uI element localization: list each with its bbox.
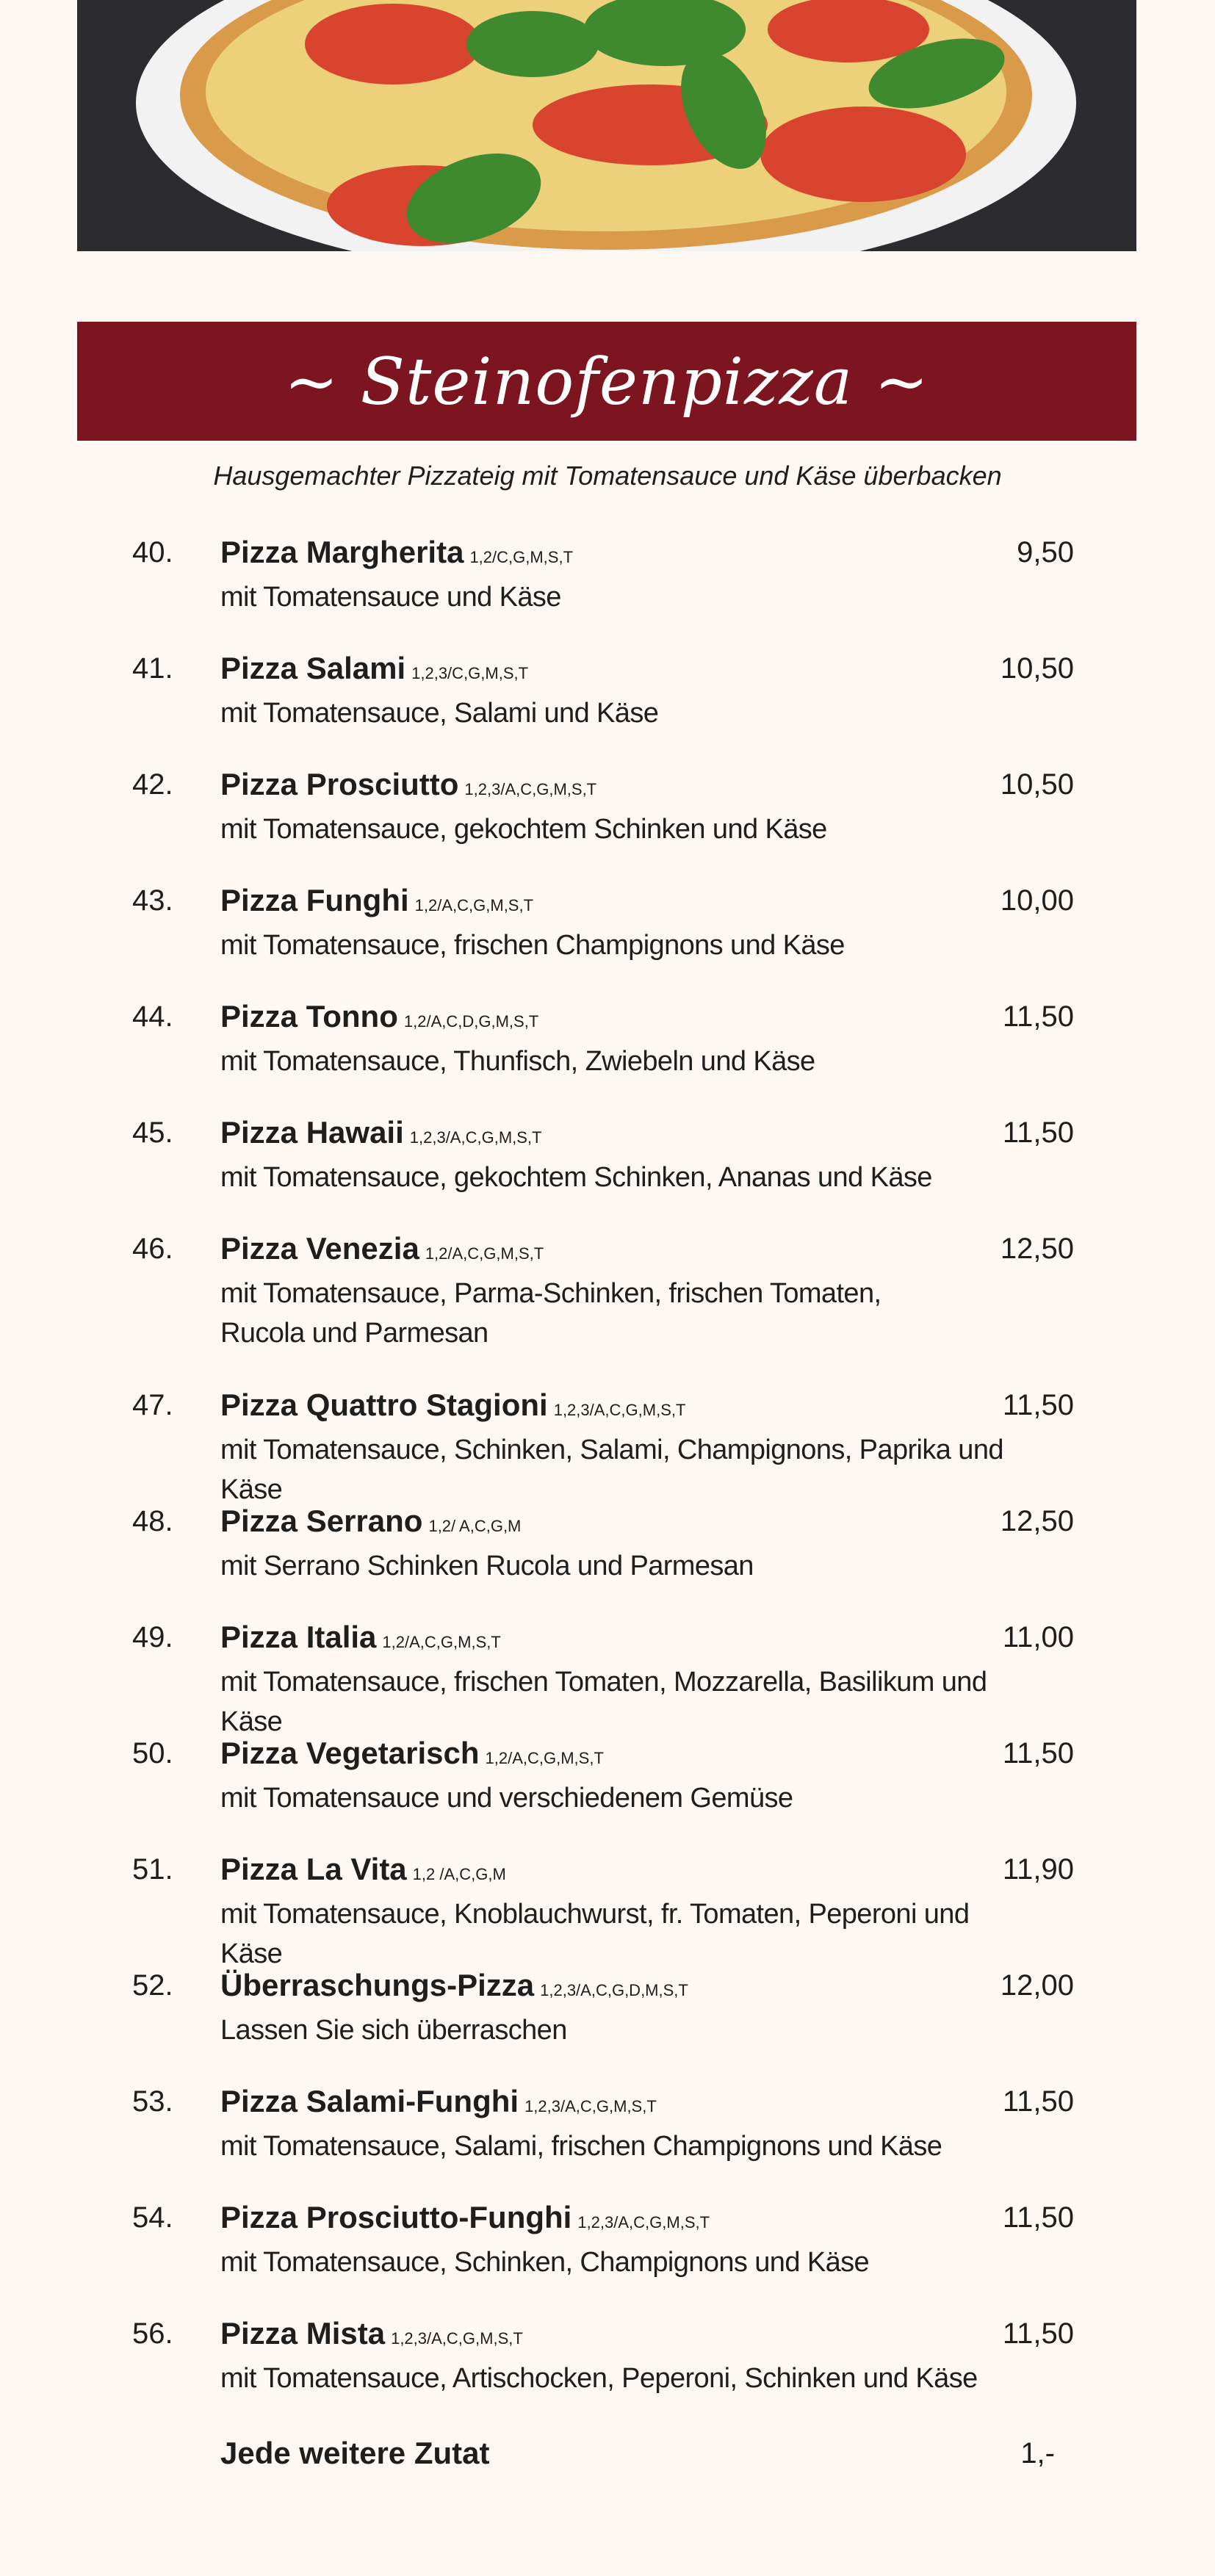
- item-content: [220, 649, 1014, 733]
- section-title: ~ Steinofenpizza ~: [284, 343, 929, 419]
- item-price: 11,50: [1002, 2317, 1074, 2350]
- item-price: 11,00: [1002, 1621, 1074, 1653]
- item-name: Pizza Margherita: [220, 535, 464, 569]
- item-name: Pizza Italia: [220, 1620, 377, 1654]
- item-allergens: 1,2,3/A,C,G,D,M,S,T: [540, 1981, 688, 1999]
- item-number: 44.: [132, 1000, 173, 1033]
- item-description: mit Tomatensauce, gekochtem Schinken und Käse: [220, 814, 827, 845]
- item-description: mit Tomatensauce, Knoblauchwurst, fr. Tomaten, Peperoni und Käse: [220, 1899, 970, 1969]
- item-description: Rucola und Parmesan: [220, 1318, 488, 1349]
- item-number: 42.: [132, 768, 173, 801]
- item-name-line: [220, 1229, 1014, 1274]
- item-name: Pizza Hawaii: [220, 1115, 404, 1150]
- item-allergens: 1,2/A,C,G,M,S,T: [485, 1749, 604, 1767]
- item-content: [220, 997, 1014, 1081]
- item-name: Pizza Serrano: [220, 1504, 423, 1538]
- item-name: Pizza Salami: [220, 651, 406, 685]
- item-name-line: [220, 1966, 1014, 2010]
- item-allergens: 1,2,3/A,C,G,M,S,T: [464, 780, 597, 798]
- item-content: [220, 1966, 1014, 2050]
- item-number: 41.: [132, 652, 173, 685]
- item-name: Pizza Venezia: [220, 1231, 419, 1266]
- item-content: [220, 1113, 1014, 1197]
- item-allergens: 1,2/C,G,M,S,T: [469, 548, 574, 566]
- item-content: [220, 1850, 1014, 1974]
- item-name-line: [220, 1850, 1014, 1894]
- item-number: 48.: [132, 1505, 173, 1537]
- item-name: Pizza Funghi: [220, 883, 409, 917]
- item-name-line: [220, 533, 1014, 577]
- item-price: 12,50: [1000, 1505, 1074, 1537]
- item-name: Pizza Prosciutto: [220, 767, 459, 801]
- item-price: 11,50: [1002, 1389, 1074, 1421]
- item-number: 51.: [132, 1853, 173, 1886]
- item-allergens: 1,2/ A,C,G,M: [428, 1517, 522, 1535]
- item-content: [220, 533, 1014, 617]
- item-name-line: [220, 997, 1014, 1042]
- item-name: Pizza Tonno: [220, 999, 398, 1033]
- item-name-line: [220, 881, 1014, 926]
- item-content: [220, 2198, 1014, 2282]
- extra-topping-price: 1,-: [1020, 2437, 1055, 2469]
- item-number: 54.: [132, 2201, 173, 2234]
- item-description: mit Tomatensauce, Thunfisch, Zwiebeln und Käse: [220, 1046, 815, 1077]
- item-content: [220, 881, 1014, 965]
- item-content: [220, 1617, 1014, 1742]
- item-name-line: [220, 1501, 1014, 1546]
- item-name-line: [220, 2314, 1014, 2359]
- item-allergens: 1,2,3/A,C,G,M,S,T: [524, 2097, 657, 2115]
- item-description: mit Tomatensauce, Salami und Käse: [220, 698, 659, 729]
- item-number: 53.: [132, 2085, 173, 2118]
- item-content: [220, 2314, 1014, 2398]
- item-price: 11,90: [1002, 1853, 1074, 1886]
- item-price: 10,50: [1000, 768, 1074, 801]
- item-description: mit Tomatensauce, frischen Tomaten, Mozzarella, Basilikum und Käse: [220, 1667, 987, 1737]
- item-description: mit Tomatensauce, gekochtem Schinken, Ananas und Käse: [220, 1162, 932, 1193]
- section-banner: [77, 322, 1136, 441]
- item-name-line: [220, 2082, 1014, 2126]
- item-content: [220, 2082, 1014, 2166]
- item-price: 11,50: [1002, 1116, 1074, 1149]
- item-number: 49.: [132, 1621, 173, 1653]
- pizza-photo: [77, 0, 1136, 251]
- item-content: [220, 1501, 1014, 1586]
- item-name-line: [220, 2198, 1014, 2243]
- item-name: Pizza Vegetarisch: [220, 1736, 480, 1770]
- item-name-line: [220, 1733, 1014, 1778]
- item-content: [220, 1733, 1014, 1818]
- item-content: [220, 1385, 1014, 1509]
- item-price: 11,50: [1002, 2085, 1074, 2118]
- item-number: 40.: [132, 536, 173, 569]
- item-price: 9,50: [1017, 536, 1074, 569]
- item-name: Pizza Mista: [220, 2316, 386, 2350]
- item-content: [220, 765, 1014, 849]
- item-number: 47.: [132, 1389, 173, 1421]
- item-allergens: 1,2/A,C,G,M,S,T: [414, 896, 534, 914]
- item-name: Pizza Prosciutto-Funghi: [220, 2200, 572, 2234]
- item-name: Pizza La Vita: [220, 1852, 407, 1886]
- item-name: Pizza Quattro Stagioni: [220, 1388, 548, 1422]
- item-number: 46.: [132, 1233, 173, 1265]
- item-price: 12,50: [1000, 1233, 1074, 1265]
- item-name-line: [220, 765, 1014, 809]
- item-allergens: 1,2,3/A,C,G,M,S,T: [553, 1401, 686, 1419]
- item-description: mit Tomatensauce, Artischocken, Peperoni, Schinken und Käse: [220, 2363, 978, 2394]
- item-allergens: 1,2,3/A,C,G,M,S,T: [391, 2329, 523, 2348]
- item-price: 10,50: [1000, 652, 1074, 685]
- item-allergens: 1,2/A,C,D,G,M,S,T: [403, 1012, 539, 1031]
- item-name-line: [220, 649, 1014, 693]
- item-description: mit Serrano Schinken Rucola und Parmesan: [220, 1551, 754, 1581]
- item-name-line: [220, 1617, 1014, 1662]
- item-description: mit Tomatensauce, frischen Champignons und Käse: [220, 930, 845, 961]
- item-name: Überraschungs-Pizza: [220, 1968, 535, 2002]
- item-number: 56.: [132, 2317, 173, 2350]
- item-description: mit Tomatensauce und Käse: [220, 582, 561, 613]
- extra-topping-label: Jede weitere Zutat: [220, 2436, 490, 2470]
- item-description: Lassen Sie sich überraschen: [220, 2015, 567, 2046]
- item-allergens: 1,2,3/A,C,G,M,S,T: [577, 2213, 710, 2232]
- pizza-illustration: [77, 0, 1136, 251]
- item-allergens: 1,2/A,C,G,M,S,T: [425, 1244, 544, 1263]
- section-subtitle: Hausgemachter Pizzateig mit Tomatensauce und Käse überbacken: [213, 461, 1002, 491]
- item-content: [220, 1229, 1014, 1353]
- item-number: 45.: [132, 1116, 173, 1149]
- item-description: mit Tomatensauce, Schinken, Salami, Champignons, Paprika und Käse: [220, 1435, 1003, 1505]
- item-description: mit Tomatensauce und verschiedenem Gemüse: [220, 1783, 793, 1814]
- item-description: mit Tomatensauce, Salami, frischen Champignons und Käse: [220, 2131, 942, 2162]
- item-allergens: 1,2,3/A,C,G,M,S,T: [409, 1128, 542, 1147]
- item-price: 10,00: [1000, 884, 1074, 917]
- item-name: Pizza Salami-Funghi: [220, 2084, 519, 2118]
- item-allergens: 1,2,3/C,G,M,S,T: [411, 664, 529, 682]
- item-allergens: 1,2 /A,C,G,M: [412, 1865, 506, 1883]
- item-number: 43.: [132, 884, 173, 917]
- item-price: 11,50: [1002, 1737, 1074, 1769]
- item-price: 12,00: [1000, 1969, 1074, 2002]
- item-description: mit Tomatensauce, Parma-Schinken, frischen Tomaten,: [220, 1278, 881, 1309]
- item-name-line: [220, 1385, 1014, 1430]
- item-price: 11,50: [1002, 1000, 1074, 1033]
- item-number: 50.: [132, 1737, 173, 1769]
- item-price: 11,50: [1002, 2201, 1074, 2234]
- item-allergens: 1,2/A,C,G,M,S,T: [382, 1633, 501, 1651]
- item-name-line: [220, 1113, 1014, 1158]
- item-number: 52.: [132, 1969, 173, 2002]
- item-description: mit Tomatensauce, Schinken, Champignons und Käse: [220, 2247, 870, 2278]
